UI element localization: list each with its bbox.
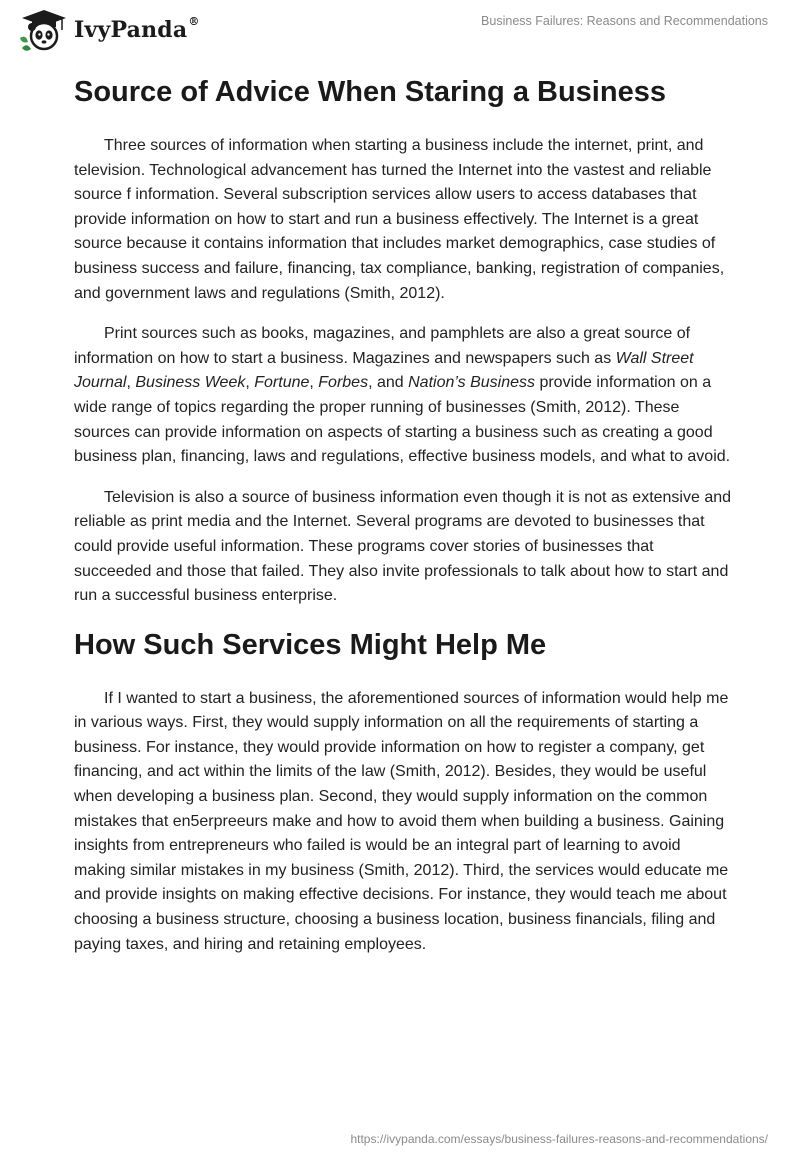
publication-title: Nation’s Business bbox=[408, 374, 535, 392]
section-heading: Source of Advice When Staring a Business bbox=[74, 76, 666, 108]
publication-title: Wall Street Journal bbox=[74, 349, 694, 392]
section-heading: How Such Services Might Help Me bbox=[74, 628, 547, 661]
ivypanda-logo[interactable] bbox=[14, 8, 200, 52]
essay-content bbox=[74, 72, 734, 973]
paragraph: Television is also a source of business information even though it is not as extensive and reliable as print media and the Internet. Several programs are devoted to businesses that could provide useful information. These programs cover stories of businesses that succeeded and those that failed. They also invite professionals to talk about how to start and run a successful business enterprise. bbox=[74, 488, 732, 605]
paragraph: If I wanted to start a business, the aforementioned sources of information would help me in various ways. First, they would supply information on all the requirements of starting a business. For instance, they would provide information on how to register a company, get financing, and act within the limits of the law (Smith, 2012). Besides, they would be useful when developing a business plan. Second, they would supply information on the common mistakes that en5erpreeurs make and how to avoid them when building a business. Gaining insights from entrepreneurs who failed is would be an integral part of learning to avoid making similar mistakes in my business (Smith, 2012). Third, the services would educate me and provide insights on making effective decisions. For instance, they would teach me about choosing a business structure, choosing a business location, business financials, filing and paying taxes, and hiring and retaining employees. bbox=[74, 689, 729, 953]
brand-name: IvyPanda® bbox=[74, 15, 200, 43]
publication-title: Business Week bbox=[135, 374, 246, 392]
publication-title: Forbes bbox=[318, 374, 369, 392]
paragraph: Print sources such as books, magazines, and pamphlets are also a great source of information on how to start a business. Magazines and newspapers such as Wall Street Journal, Business Week, Fortune, Forbes, and Nation’s Business provide information on a wide range of topics regarding the proper running of businesses (Smith, 2012). These sources can provide information on aspects of starting a business such as creating a good business plan, financing, laws and regulations, effective business models, and what to avoid. bbox=[74, 325, 731, 466]
publication-title: Fortune bbox=[254, 374, 310, 392]
trademark-symbol: ® bbox=[188, 15, 200, 28]
page-header bbox=[0, 0, 800, 60]
panda-graduation-cap-icon bbox=[14, 8, 68, 52]
source-url[interactable]: https://ivypanda.com/essays/business-failures-reasons-and-recommendations/ bbox=[350, 1132, 768, 1146]
running-title: Business Failures: Reasons and Recommendations bbox=[481, 14, 768, 28]
paragraph: Three sources of information when starting a business include the internet, print, and television. Technological advancement has turned the Internet into the vastest and reliable source f information. Several subscription services allow users to access databases that provide information on how to start and run a business effectively. The Internet is a great source because it contains information that includes market demographics, case studies of business success and failure, financing, tax compliance, banking, registration of companies, and government laws and regulations (Smith, 2012). bbox=[74, 137, 725, 302]
